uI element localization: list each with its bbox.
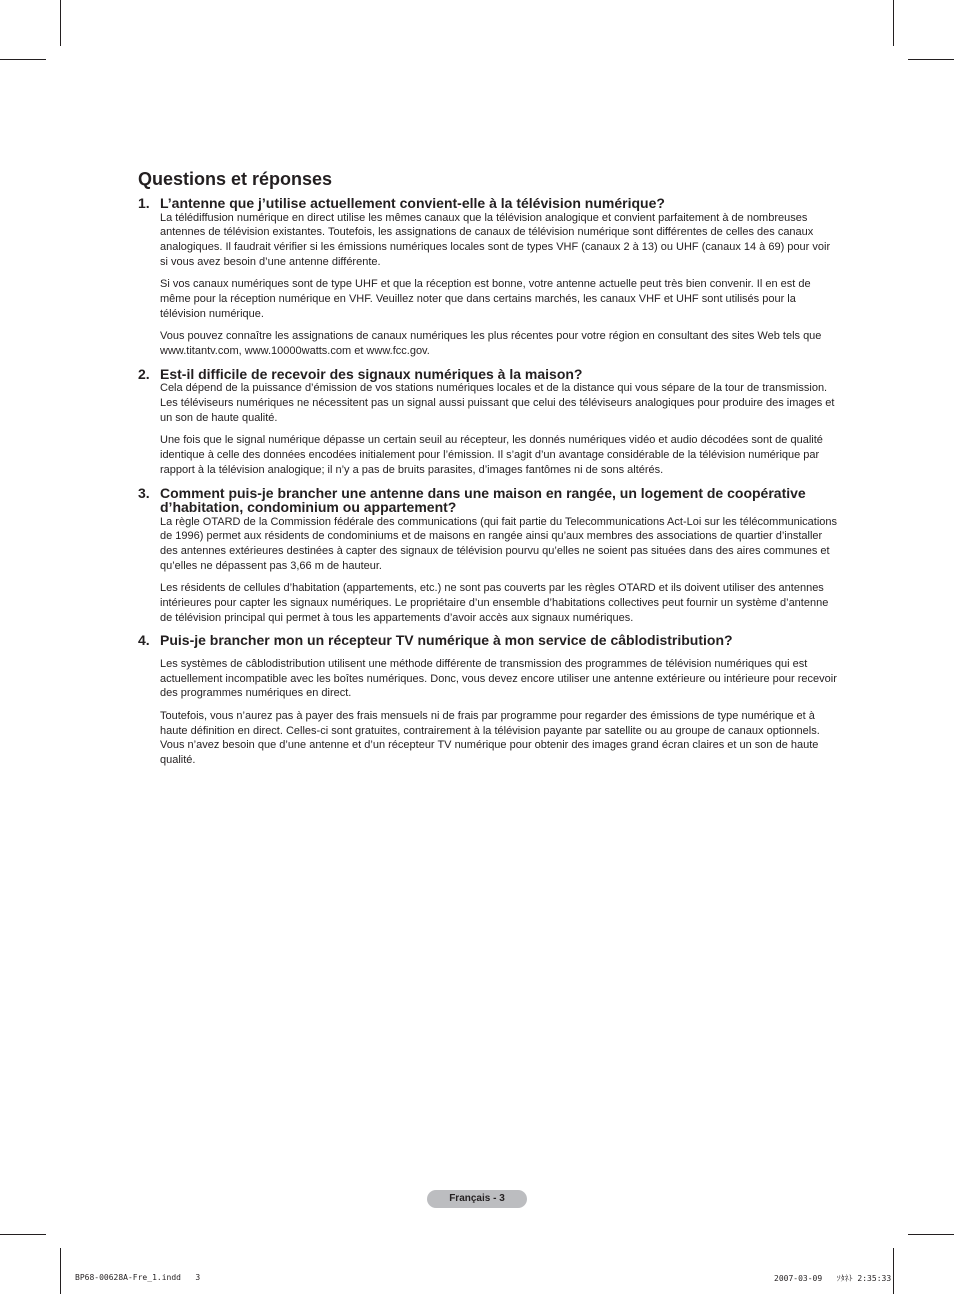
answer xyxy=(160,211,840,359)
answer-paragraph: La règle OTARD de la Commission fédérale des communications (qui fait partie du Telecommunications Act-Loi sur les télécommunications de 1996) permet aux résidents de condominiums et de maisons en rangée ainsi qu’aux membres des associations de quartier d’installer des antennes extérieures destinées à capter des signaux de télévision pourvu qu’elles ne soient pas situées dans des aires communes et qu’elles ne dépassent pas 3,66 m de hauteur. xyxy=(160,515,838,572)
answer xyxy=(160,515,840,626)
crop-mark-bottom-left-h xyxy=(0,1234,46,1235)
question-heading xyxy=(138,367,840,382)
crop-mark-top-right-h xyxy=(908,59,954,60)
question-4 xyxy=(138,633,840,767)
question-number: 4. xyxy=(138,632,150,649)
question-heading xyxy=(138,486,840,515)
page-number-badge: Français - 3 xyxy=(427,1190,527,1208)
question-text: Comment puis-je brancher une antenne dans une maison en rangée, un logement de coopérative d’habitation, condominium ou appartement? xyxy=(160,484,806,516)
answer-paragraph: Vous pouvez connaître les assignations de canaux numériques les plus récentes pour votre région en consultant des sites Web tels que www.titantv.com, www.10000watts.com et www.fcc.gov. xyxy=(160,330,822,358)
answer xyxy=(160,381,840,477)
answer-paragraph: Si vos canaux numériques sont de type UHF et que la réception est bonne, votre antenne actuelle peut très bien convenir. Il en est de même pour la réception numérique en VHF. Veuillez noter que dans certains marchés, les canaux VHF et UHF sont utilisés pour la télévision numérique. xyxy=(160,278,811,320)
print-slug-timestamp: 2007-03-09 ｿﾀﾈﾄ 2:35:33 xyxy=(774,1274,892,1283)
question-heading xyxy=(138,196,840,211)
answer-paragraph: La télédiffusion numérique en direct utilise les mêmes canaux que la télévision analogique et convient parfaitement à de nombreuses antennes de télévision existantes. Toutefois, les assignations de canaux de télévision numérique sont différentes de celles des canaux analogiques. Il faudrait vérifier si les émissions numériques locales sont de types VHF (canaux 2 à 13) ou UHF (canaux 14 à 69) pour voir si vous avez besoin d’une antenne différente. xyxy=(160,211,831,268)
answer-paragraph: Toutefois, vous n’aurez pas à payer des frais mensuels ni de frais par programme pour regarder des émissions de type numérique et à haute définition en direct. Celles-ci sont gratuites, contrairement à la télévision payante par satellite ou au groupe de canaux optionnels. Vous n’avez besoin que d’une antenne et d’un récepteur TV numérique pour obtenir des images grand écran claires et un son de haute qualité. xyxy=(160,710,820,767)
answer-paragraph: Les résidents de cellules d’habitation (appartements, etc.) ne sont pas couverts par les règles OTARD et ils doivent utiliser des antennes intérieures pour capter les signaux numériques. Le propriétaire d’un ensemble d’habitations collectives peut fournir un système d’antenne de télévision principal qui permet à tous les appartements d’avoir accès aux signaux numériques. xyxy=(160,582,829,624)
question-text: L’antenne que j’utilise actuellement convient-elle à la télévision numérique? xyxy=(160,195,665,211)
question-number: 1. xyxy=(138,195,150,211)
question-text: Puis-je brancher mon un récepteur TV numérique à mon service de câblodistribution? xyxy=(160,632,733,649)
answer-paragraph: Les systèmes de câblodistribution utilisent une méthode différente de transmission des programmes de télévision numériques qui est actuellement incompatible avec les boîtes numériques. Donc, vous devez encore utiliser une antenne extérieure ou intérieure pour recevoir des programmes numériques en direct. xyxy=(160,657,837,700)
crop-mark-top-left-v xyxy=(60,0,61,46)
crop-mark-top-left-h xyxy=(0,59,46,60)
page-content xyxy=(138,168,840,776)
answer xyxy=(160,657,840,768)
crop-mark-top-right-v xyxy=(893,0,894,46)
answer-paragraph: Une fois que le signal numérique dépasse un certain seuil au récepteur, les donnés numériques vidéo et audio décodées sont de qualité identique à celle des données encodées initialement pour l’émission. Il s’agit d’un avantage considérable de la télévision numérique par rapport à la télévision analogique; il n’y a pas de bruits parasites, d’images fantômes ni de sons altérés. xyxy=(160,434,823,476)
crop-mark-bottom-right-v xyxy=(893,1248,894,1294)
question-number: 2. xyxy=(138,365,150,382)
answer-paragraph: Cela dépend de la puissance d’émission de vos stations numériques locales et de la distance qui vous sépare de la tour de transmission. Les téléviseurs numériques ne nécessitent pas un signal aussi puissant que celui des téléviseurs analogiques pour produire des images et un son de haute qualité. xyxy=(160,382,835,424)
question-heading xyxy=(138,633,840,648)
question-number: 3. xyxy=(138,484,150,501)
question-text: Est-il difficile de recevoir des signaux numériques à la maison? xyxy=(160,365,583,382)
crop-mark-bottom-left-v xyxy=(60,1248,61,1294)
print-slug-filename: BP68-00628A-Fre_1.indd 3 xyxy=(75,1273,201,1282)
question-3 xyxy=(138,486,840,626)
crop-mark-bottom-right-h xyxy=(908,1234,954,1235)
question-2 xyxy=(138,367,840,478)
question-1 xyxy=(138,196,840,359)
page-title: Questions et réponses xyxy=(138,169,333,189)
